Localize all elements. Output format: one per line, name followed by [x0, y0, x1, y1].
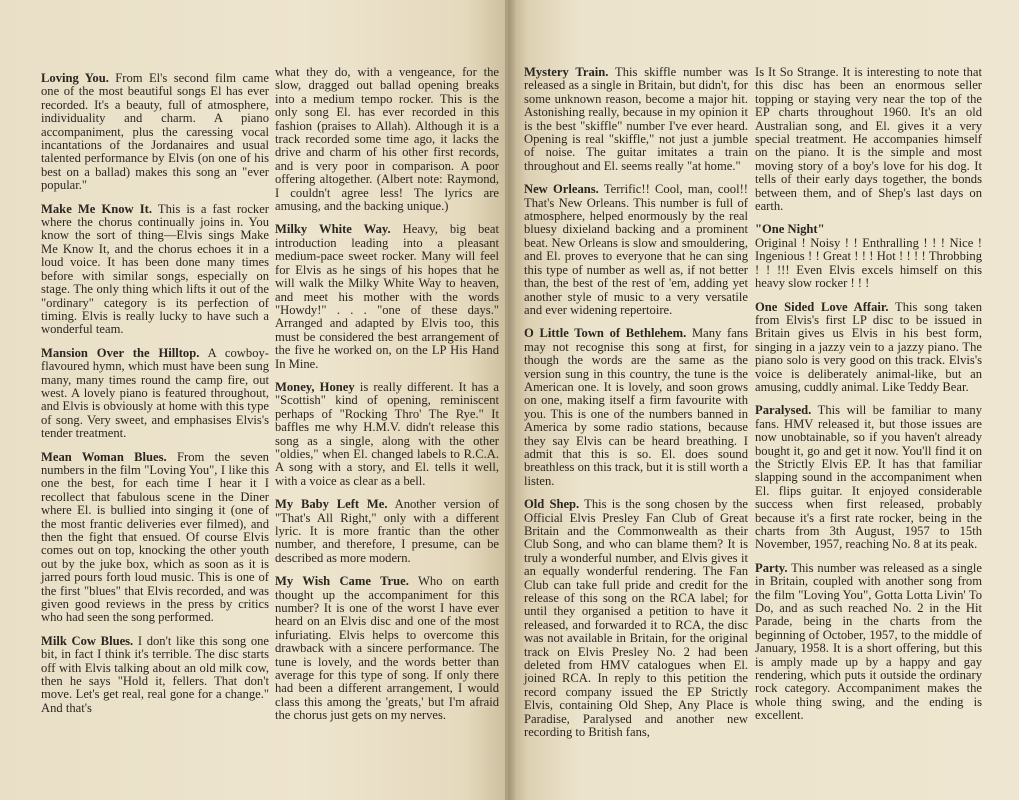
- entry-text: A cowboy-flavoured hymn, which must have been sung many, many times round the camp fire, out west. A lovely piano is featured throughout, and Elvis is obviously at home with this type of song. Very sweet, and emphasises Elvis's tender treatment.: [41, 345, 269, 441]
- entry-my-baby-left-me: [275, 498, 499, 565]
- entry-text: I don't like this song one bit, in fact I think it's terrible. The disc starts off with Elvis talking about an old milk cow, then he says "Hold it, fellers. That don't move. Let's get real, real gone for a change." And that's: [41, 633, 270, 715]
- entry-text: Another version of "That's All Right," only with a different lyric. It is more frantic than the other number, and therefore, I presume, can be described as more modern.: [275, 497, 499, 565]
- entry-text: This is the song chosen by the Official Elvis Presley Fan Club of Great Britain and the Commonwealth as their Club Song, and who can blame them? It is truly a wonderful number, and Elvis gives it an equally wonderful rendering. The Fan Club can take full pride and credit for the release of this song on the RCA label; for until they organised a petition to have it released, and forwarded it to RCA, the disc was not available in Britain, for the original track on Elvis Presley No. 2 had been deleted from HMV catalogues when El. joined RCA. In reply to this petition the record company issued the EP Strictly Elvis, containing Old Shep, Any Place is Paradise, Paralysed and another new recording to British fans,: [524, 497, 749, 740]
- entry-loving-you: [41, 72, 269, 193]
- entry-milk-cow-blues-cont: [275, 66, 499, 213]
- entry-text: From the seven numbers in the film "Loving You", I like this one the best, for each time I hear it I recollect that fabulous scene in the Diner where El. is bullied into singing it (one of the most frantic deliveries ever filmed), and then the fight that ensued. Of course Elvis comes out on top, knocking the other youth out by the juke box, which as soon as it is jarred pours forth loud music. This is one of the first "blues" that Elvis recorded, and was given good reviews in the press by critics who had seen the song performed.: [41, 449, 269, 625]
- entry-paralysed: [755, 404, 982, 551]
- entry-title: One Sided Love Affair.: [755, 299, 889, 314]
- entry-money-honey: [275, 381, 499, 488]
- entry-text: From El's second film came one of the most beautiful songs El has ever recorded. It's a beauty, full of atmosphere, individuality and charm. A piano accompaniment, plus the caressing vocal incantations of the Jordanaires and usual talented performance by Elvis (on one of his best on a ballad) makes this song an "ever popular.": [41, 71, 269, 193]
- entry-one-sided-love-affair: [755, 301, 982, 395]
- entry-text: Many fans may not recognise this song at first, for though the words are the same as the version sung in this country, the tune is the American one. It is lovely, and soon grows on one, making itself a firm favourite with you. This is one of the numbers banned in America by some radio stations, because they say Elvis can be heard breathing. I admit that this is so. El. does sound breathless on this track, but it is still worth a listen.: [524, 326, 748, 488]
- entry-o-little-town: [524, 327, 748, 488]
- entry-title: Milk Cow Blues.: [41, 633, 134, 648]
- entry-text: is really different. It has a "Scottish" kind of opening, reminiscent perhaps of "Rocking Thro' The Rye." It baffles me why H.M.V. didn't release this song as a single, along with the other "oldies," when El. changed labels to R.C.A. A song with a story, and El. tells it well, with a voice as clear as a bell.: [275, 379, 499, 488]
- entry-title: Old Shep.: [524, 497, 580, 512]
- entry-mystery-train: [524, 66, 748, 173]
- entry-mean-woman-blues: [41, 451, 269, 625]
- entry-title: My Wish Came True.: [275, 574, 409, 589]
- entry-one-night: [755, 223, 982, 290]
- column-4: [755, 66, 982, 733]
- entry-title: Mansion Over the Hilltop.: [41, 345, 200, 360]
- entry-text: Is It So Strange. It is interesting to note that this disc has been an enormous seller topping or staying very near the top of the EP charts throughout 1960. It's an old Australian song, and El. gives it a very special treatment. He accompanies himself on the piano. It is the simple and most moving story of a boy's love for his dog. It tells of their early days together, the bonds between them, and of Shep's last days on earth.: [755, 65, 982, 214]
- entry-title: Mean Woman Blues.: [41, 449, 167, 464]
- entry-text: This skiffle number was released as a single in Britain, but didn't, for some unknown reason, become a major hit. Astonishing really, because in my opinion it is the best "skiffle" number I've ever heard. Opening is real "skiffle," not just a jumble of noise. The guitar imitates a train throughout and El. seems really "at home.": [524, 65, 748, 173]
- entry-text: This will be familiar to many fans. HMV released it, but those issues are now unobtainable, so if you haven't already bought it, go and get it now. You'll find it on the Strictly Elvis EP. It has that familiar slapping sound in the accompaniment when El. flips guitar. It enjoyed considerable success when first released, probably because it's a first rate rocker, being in the charts from 3th August, 1957 to 15th November, 1957, reaching No. 8 at its peak.: [755, 403, 983, 552]
- entry-text: what they do, with a vengeance, for the slow, dragged out ballad opening breaks into a medium tempo rocker. This is the only song El. has ever recorded in this fashion (praises to Allah). Although it is a track recorded some time ago, it lacks the drive and charm of his other first records, and is very poor in comparison. A poor offering altogether. (Albert note: Raymond, I couldn't agree less! The lyrics are amusing, and the backing unique.): [275, 65, 499, 214]
- entry-make-me-know-it: [41, 203, 269, 337]
- entry-title: New Orleans.: [524, 182, 599, 197]
- entry-title: O Little Town of Bethlehem.: [524, 326, 687, 341]
- entry-mansion-over-the-hilltop: [41, 347, 269, 441]
- entry-party: [755, 562, 982, 723]
- entry-title: Milky White Way.: [275, 222, 391, 237]
- column-1: [41, 72, 269, 725]
- entry-title: Make Me Know It.: [41, 201, 152, 216]
- entry-text: This song taken from Elvis's first LP disc to be issued in Britain gives us Elvis in his best form, singing in a jazzy vein to a jazzy piano. The piano solo is very good on this track. Elvis's voice is deliberately animal-like, but an amusing, cuddly animal. Like Teddy Bear.: [755, 299, 982, 394]
- entry-text: Terrific!! Cool, man, cool!! That's New Orleans. This number is full of atmosphere, helped enormously by the real bluesy dixieland backing and a prominent beat. New Orleans is slow and smouldering, and El. proves to everyone that he can sing this type of number as well as, if not better than, the best of the rest of 'em, adding yet another style of music to a very versatile and ever widening repertoire.: [524, 182, 748, 317]
- entry-text: Heavy, big beat introduction leading into a pleasant medium-pace sweet rocker. Many will feel for Elvis as he sings of his hopes that he will walk the Milky White Way to heaven, and meet his mother with the words "Howdy!" . . . "one of these days." Arranged and adapted by Elvis too, this must be considered the best arrangement of the five he worked on, on the LP His Hand In Mine.: [275, 222, 499, 371]
- entry-title: Money, Honey: [275, 379, 355, 394]
- book-gutter: [505, 0, 515, 800]
- entry-text: This is a fast rocker where the chorus continually joins in. You know the sort of thing—Elvis sings Make Me Know It, and the chorus echoes it in a loud voice. It has been done many times before with similar songs, especially on stage. The only thing which lifts it out of the "ordinary" category is its perfection of timing. Elvis is really lucky to have such a wonderful team.: [41, 201, 269, 337]
- entry-text: Original ! Noisy ! ! Enthralling ! ! ! Nice ! Ingenious ! ! Great ! ! ! Hot ! ! ! ! Throbbing ! ! !!! Even Elvis excels himself on this heavy slow rocker ! ! !: [755, 235, 982, 291]
- entry-my-wish-came-true: [275, 575, 499, 722]
- entry-old-shep-cont: [755, 66, 982, 213]
- entry-title: Paralysed.: [755, 403, 812, 418]
- entry-title: Loving You.: [41, 71, 109, 85]
- entry-title: "One Night": [755, 222, 825, 237]
- entry-old-shep-start: [524, 498, 748, 739]
- column-2: [275, 66, 499, 733]
- entry-title: My Baby Left Me.: [275, 497, 388, 512]
- entry-new-orleans: [524, 183, 748, 317]
- entry-title: Party.: [755, 560, 788, 575]
- entry-text: This number was released as a single in Britain, coupled with another song from the film "Loving You", Gotta Lotta Livin' To Do, and as such reached No. 2 in the Hit Parade, being in the charts from the beginning of October, 1957, to the middle of January, 1958. It is a short offering, but this is amply made up by a happy and gay rendering, which puts it outside the ordinary rock category. Accompaniment makes the whole thing swing, and the ending is excellent.: [755, 560, 983, 723]
- entry-milk-cow-blues-start: [41, 635, 269, 715]
- column-3: [524, 66, 748, 750]
- entry-text: Who on earth thought up the accompaniment for this number? It is one of the worst I have ever heard on an Elvis disc and one of the most infuriating. Elvis helps to overcome this drawback with a sincere performance. The tune is lovely, and the words better than average for this type of song. If only there had been a different arrangement, I would class this among the 'greats,' but I'm afraid the chorus just gets on my nerves.: [275, 574, 499, 723]
- entry-title: Mystery Train.: [524, 65, 609, 79]
- entry-milky-white-way: [275, 223, 499, 370]
